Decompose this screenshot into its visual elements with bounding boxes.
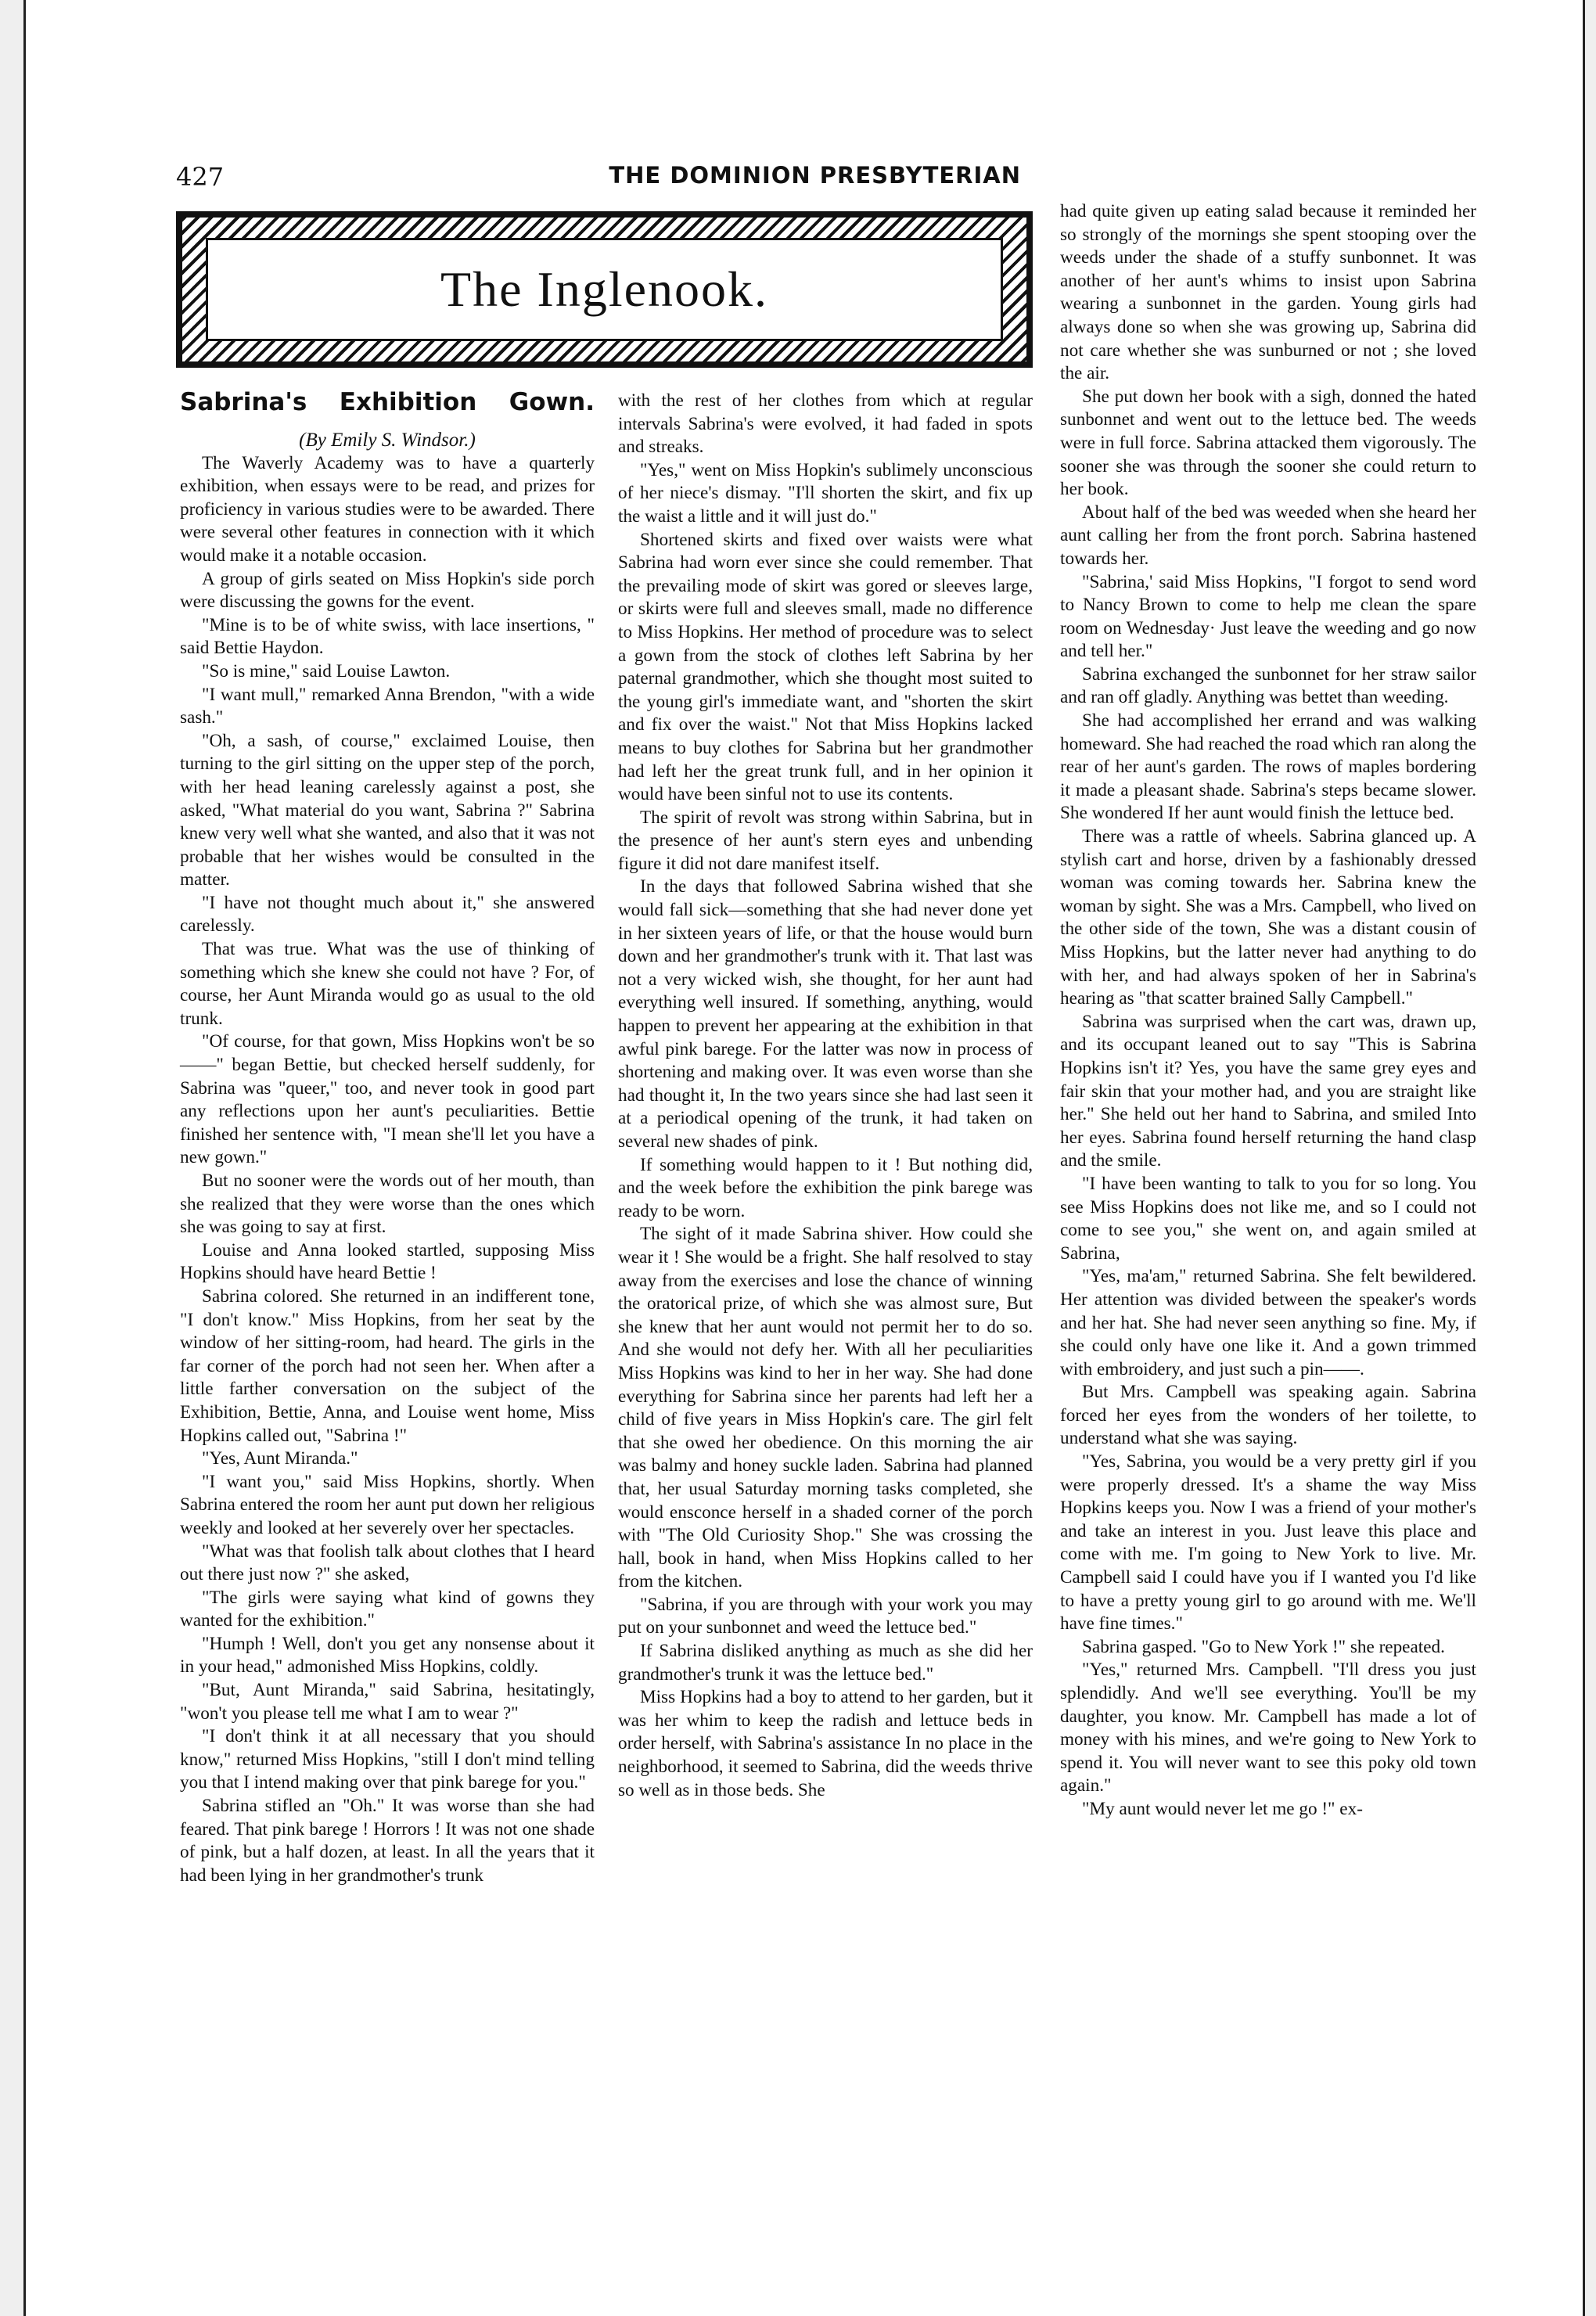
paragraph: "But, Aunt Miranda," said Sabrina, hesitatingly, "won't you please tell me what I am to wear ?": [180, 1680, 595, 1724]
paragraph: "I want mull," remarked Anna Brendon, "with a wide sash.": [180, 684, 595, 728]
paragraph: The spirit of revolt was strong within Sabrina, but in the presence of her aunt's stern eyes and unbending figure it did not dare manifest itself.: [618, 807, 1033, 874]
paragraph: Sabrina was surprised when the cart was, drawn up, and its occupant leaned out to say "This is Sabrina Hopkins isn't it? Yes, you have the same grey eyes and fair skin that your mother had, and you are straight like her." She held out her hand to Sabrina, and smiled Into her eyes. Sabrina found herself returning the hand clasp and the smile.: [1060, 1011, 1476, 1171]
column-3-body: [1060, 200, 1476, 1822]
paragraph: "So is mine," said Louise Lawton.: [202, 660, 451, 681]
paragraph: Sabrina colored. She returned in an indifferent tone, "I don't know." Miss Hopkins, from her seat by the window of her sitting-room, had heard. The girls in the far corner of the porch had not seen her. When after a little farther conversation on the subject of the Exhibition, Bettie, Anna, and Louise went home, Miss Hopkins called out, "Sabrina !": [180, 1286, 595, 1446]
article-column-1: [180, 387, 595, 1887]
paragraph: But Mrs. Campbell was speaking again. Sabrina forced her eyes from the wonders of her toilette, to understand what she was saying.: [1060, 1382, 1476, 1449]
paragraph: But no sooner were the words out of her mouth, than she realized that they were worse than the ones which she was going to say at first.: [180, 1171, 595, 1238]
paragraph: "I want you," said Miss Hopkins, shortly. When Sabrina entered the room her aunt put down her religious weekly and looked at her severely over her spectacles.: [180, 1471, 595, 1538]
paragraph: Louise and Anna looked startled, supposing Miss Hopkins should have heard Bettie !: [180, 1239, 595, 1284]
article-column-3: [1060, 200, 1476, 1822]
page-header: [176, 162, 1021, 196]
paragraph: The Waverly Academy was to have a quarterly exhibition, when essays were to be read, and prizes for proficiency in various studies were to be awarded. There were several other features in connection with it which would make it a notable occasion.: [180, 452, 595, 566]
section-title: The Inglenook.: [440, 261, 768, 317]
paragraph: About half of the bed was weeded when she heard her aunt calling her from the front porch. Sabrina hastened towards her.: [1060, 502, 1476, 569]
publication-title: THE DOMINION PRESBYTERIAN: [609, 162, 1021, 189]
paragraph: She put down her book with a sigh, donned the hated sunbonnet and went out to the lettuce bed. The weeds were in full force. Sabrina attacked them vigorously. The sooner she was through the sooner she could return to her book.: [1060, 386, 1476, 500]
paragraph: "Yes," returned Mrs. Campbell. "I'll dress you just splendidly. And we'll see everything. You'll be my daughter, you know. Mr. Campbell has made a lot of money with his mines, and we're going to New York to spend it. You will never want to see this poky old town again.": [1060, 1660, 1476, 1796]
paragraph: had quite given up eating salad because it reminded her so strongly of the mornings she spent stooping over the weeds under the shade of a stuffy sunbonnet. It was another of her aunt's whims to insist upon Sabrina wearing a sunbonnet in the garden. Young girls had always done so when she was growing up, Sabrina did not care whether she was sunburned or not ; she loved the air.: [1060, 201, 1476, 384]
paragraph: "I don't think it at all necessary that you should know," returned Miss Hopkins, "still I don't mind telling you that I intend making over that pink barege for you.": [180, 1726, 595, 1793]
paragraph: If something would happen to it ! But nothing did, and the week before the exhibition the pink barege was ready to be worn.: [618, 1154, 1033, 1221]
paragraph: "Mine is to be of white swiss, with lace insertions, " said Bettie Haydon.: [180, 614, 595, 659]
article-column-2: [618, 390, 1033, 1802]
paragraph: "Humph ! Well, don't you get any nonsense about it in your head," admonished Miss Hopkins, coldly.: [180, 1633, 595, 1678]
paragraph: There was a rattle of wheels. Sabrina glanced up. A stylish cart and horse, driven by a fashionably dressed woman was coming towards her. Sabrina knew the woman by sight. She was a Mrs. Campbell, who lived on the other side of the town, She was a distant cousin of Miss Hopkins, but the latter never had anything to do with her, and had always spoken of her in Sabrina's hearing as "that scatter brained Sally Campbell.": [1060, 826, 1476, 1009]
paragraph: "Yes, ma'am," returned Sabrina. She felt bewildered. Her attention was divided between the speaker's words and her hat. She had never seen anything so fine. My, if she could only have one like it. And a gown trimmed with embroidery, and just such a pin——.: [1060, 1266, 1476, 1379]
paragraph: "Sabrina,' said Miss Hopkins, "I forgot to send word to Nancy Brown to come to help me clean the spare room on Wednesday· Just leave the weeding and go now and tell her.": [1060, 571, 1476, 662]
paragraph: "Yes, Aunt Miranda.": [202, 1448, 358, 1469]
column-2-body: [618, 390, 1033, 1802]
paragraph: "The girls were saying what kind of gowns they wanted for the exhibition.": [180, 1587, 595, 1631]
paragraph: "Yes, Sabrina, you would be a very pretty girl if you were properly dressed. It's a shame the way Miss Hopkins keeps you. Now I was a friend of your mother's and take an interest in you. Just leave this place and come with me. I'm going to New York to live. Mr. Campbell said I could have you if I wanted you I'd like to have a pretty young girl to go around with me. We'll have fine times.": [1060, 1451, 1476, 1635]
paragraph: "Yes," went on Miss Hopkin's sublimely unconscious of her niece's dismay. "I'll shorten the skirt, and fix up the waist a little and it will just do.": [618, 459, 1033, 527]
paragraph: "My aunt would never let me go !" ex-: [1082, 1798, 1363, 1819]
paragraph: Shortened skirts and fixed over waists were what Sabrina had worn ever since she could remember. That the prevailing mode of skirt was gored or sleeves large, or skirts were full and sleeves small, made no difference to Miss Hopkins. Her method of procedure was to select a gown from the stock of clothes left Sabrina by her paternal grandmother, which she thought most suited to the young girl's immediate want, and "shorten the skirt and fix over the waist." Not that Miss Hopkins lacked means to buy clothes for Sabrina but her grandmother had left her the great trunk full, and in her opinion it would have been sinful not to use its contents.: [618, 529, 1033, 805]
paragraph: "Oh, a sash, of course," exclaimed Louise, then turning to the girl sitting on the upper step of the porch, with her head leaning carelessly against a post, she asked, "What material do you want, Sabrina ?" Sabrina knew very well what she wanted, and also that it was not probable that her wishes would be consulted in the matter.: [180, 730, 595, 890]
paragraph: "What was that foolish talk about clothes that I heard out there just now ?" she asked,: [180, 1541, 595, 1585]
paragraph: The sight of it made Sabrina shiver. How could she wear it ! She would be a fright. She half resolved to stay away from the exercises and lose the chance of winning the oratorical prize, of which she was almost sure, But she knew that her aunt would not permit her to do so. And she would not defy her. With all her peculiarities Miss Hopkins was kind to her in her way. She had done everything for Sabrina since her parents had left her a child of five years in Miss Hopkin's care. The girl felt that she owed her obedience. On this morning the air was balmy and honey suckle laden. Sabrina had planned that, her usual Saturday morning tasks completed, she would ensconce herself in a shaded corner of the porch with "The Old Curiosity Shop." She was crossing the hall, book in hand, when Miss Hopkins called to her from the kitchen.: [618, 1224, 1033, 1592]
paragraph: "Sabrina, if you are through with your work you may put on your sunbonnet and weed the lettuce bed.": [618, 1594, 1033, 1638]
article-title: Sabrina's Exhibition Gown.: [180, 388, 595, 416]
paragraph: Sabrina stifled an "Oh." It was worse than she had feared. That pink barege ! Horrors ! It was not one shade of pink, but a half dozen, at least. In all the years that it had been lying in her grandmother's trunk: [180, 1796, 595, 1886]
paragraph: In the days that followed Sabrina wished that she would fall sick—something that she had never done yet in her sixteen years of life, or that the house would burn down and her grandmother's trunk with it. That last was not a very wicked wish, she thought, for her aunt had everything well insured. If something, anything, would happen to prevent her appearing at the exhibition in that awful pink barege. For the latter was now in process of shortening and making over. It was even worse than she had thought it, In the two years since she had last seen it at a periodical opening of the trunk, it had taken on several new shades of pink.: [618, 876, 1033, 1152]
paragraph: with the rest of her clothes from which at regular intervals Sabrina's were evolved, it had faded in spots and streaks.: [618, 390, 1033, 458]
section-banner: [176, 211, 1033, 368]
paragraph: "I have been wanting to talk to you for so long. You see Miss Hopkins does not like me, and so I could not come to see you," she went on, and again smiled at Sabrina,: [1060, 1173, 1476, 1264]
paragraph: "I have not thought much about it," she answered carelessly.: [180, 892, 595, 937]
page-number: 427: [176, 162, 225, 192]
section-banner-frame: [206, 238, 1003, 341]
paragraph: If Sabrina disliked anything as much as she did her grandmother's trunk it was the lettuce bed.": [618, 1641, 1033, 1685]
column-1-body: [180, 452, 595, 1888]
paragraph: A group of girls seated on Miss Hopkin's side porch were discussing the gowns for the event.: [180, 568, 595, 613]
paragraph: She had accomplished her errand and was walking homeward. She had reached the road which ran along the rear of her aunt's garden. The rows of maples bordering it made a pleasant shade. Sabrina's steps became slower. She wondered If her aunt would finish the lettuce bed.: [1060, 710, 1476, 824]
paragraph: Sabrina exchanged the sunbonnet for her straw sailor and ran off gladly. Anything was bettet than weeding.: [1060, 664, 1476, 708]
paragraph: Miss Hopkins had a boy to attend to her garden, but it was her whim to keep the radish and lettuce beds in order herself, with Sabrina's assistance In no place in the neighborhood, it seemed to Sabrina, did the weeds thrive so well as in those beds. She: [618, 1687, 1033, 1800]
paragraph: That was true. What was the use of thinking of something which she knew she could not have ? For, of course, her Aunt Miranda would go as usual to the old trunk.: [180, 939, 595, 1029]
paragraph: Sabrina gasped. "Go to New York !" she repeated.: [1082, 1636, 1445, 1657]
paragraph: "Of course, for that gown, Miss Hopkins won't be so——" began Bettie, but checked herself suddenly, for Sabrina was "queer," too, and never took in good part any reflections upon her aunt's peculiarities. Bettie finished her sentence with, "I mean she'll let you have a new gown.": [180, 1031, 595, 1168]
article-byline: (By Emily S. Windsor.): [299, 430, 476, 451]
